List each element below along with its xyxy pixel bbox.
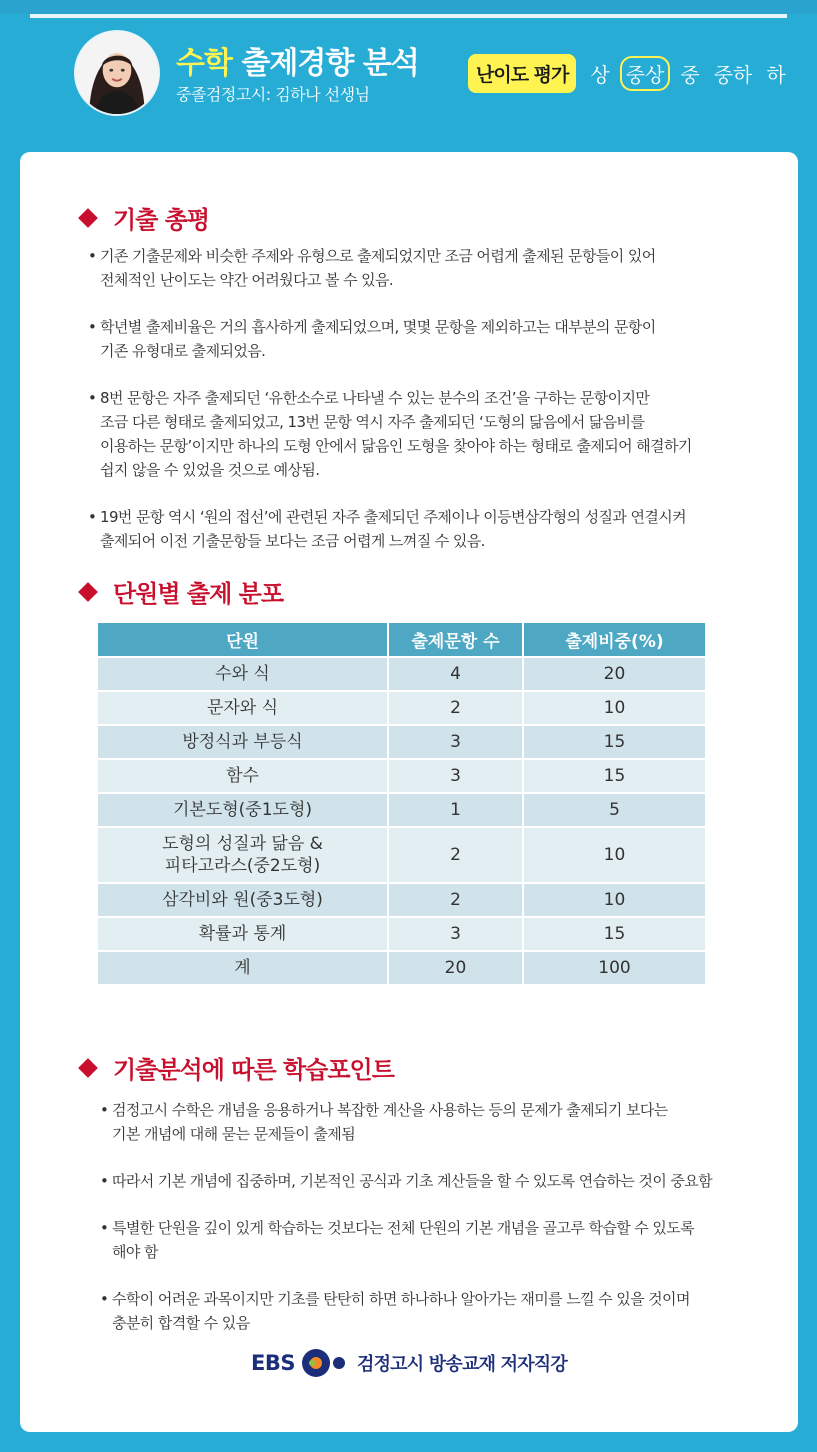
cell-unit: 방정식과 부등식 <box>98 725 388 759</box>
table-row <box>98 917 705 951</box>
content-card <box>20 152 798 1432</box>
header <box>0 18 817 138</box>
ebs-logo-icon <box>301 1348 347 1378</box>
cell-ratio: 15 <box>523 725 705 759</box>
column-header-count: 출제문항 수 <box>388 623 523 657</box>
list-item: • 따라서 기본 개념에 집중하며, 기본적인 공식과 기초 계산들을 할 수 있도록 연습하는 것이 중요함 <box>100 1169 780 1193</box>
table-row <box>98 691 705 725</box>
footer <box>20 1348 798 1378</box>
cell-ratio: 100 <box>523 951 705 985</box>
list-item: • 기존 기출문제와 비슷한 주제와 유형으로 출제되었지만 조금 어렵게 출제된 문항들이 있어 전체적인 난이도는 약간 어려웠다고 볼 수 있음. <box>88 244 768 292</box>
table-row <box>98 793 705 827</box>
cell-unit: 확률과 통계 <box>98 917 388 951</box>
section-distribution-title: 단원별 출제 분포 <box>113 580 283 608</box>
cell-ratio: 10 <box>523 691 705 725</box>
difficulty-level-low: 하 <box>766 62 786 87</box>
study-points-list <box>100 1098 780 1358</box>
section-study-points-heading <box>78 1050 394 1085</box>
cell-ratio: 15 <box>523 759 705 793</box>
list-item: • 19번 문항 역시 ‘원의 접선’에 관련된 자주 출제되던 주제이나 이등변삼각형의 성질과 연결시켜 출제되어 이전 기출문항들 보다는 조금 어렵게 느껴질 수 있음. <box>88 505 768 553</box>
cell-ratio: 15 <box>523 917 705 951</box>
list-item: • 수학이 어려운 과목이지만 기초를 탄탄히 하면 하나하나 알아가는 재미를 느낄 수 있을 것이며 충분히 합격할 수 있음 <box>100 1287 780 1335</box>
cell-count: 3 <box>388 759 523 793</box>
table-header-row <box>98 623 705 657</box>
table-row-total <box>98 951 705 985</box>
cell-unit: 도형의 성질과 닮음 & 피타고라스(중2도형) <box>98 827 388 883</box>
column-header-unit: 단원 <box>98 623 388 657</box>
column-header-ratio: 출제비중(%) <box>523 623 705 657</box>
distribution-table <box>98 623 705 986</box>
section-distribution-heading <box>78 574 283 609</box>
list-item: • 검정고시 수학은 개념을 응용하거나 복잡한 계산을 사용하는 등의 문제가 출제되기 보다는 기본 개념에 대해 묻는 문제들이 출제됨 <box>100 1098 780 1146</box>
cell-count: 2 <box>388 691 523 725</box>
cell-unit: 삼각비와 원(중3도형) <box>98 883 388 917</box>
cell-ratio: 10 <box>523 827 705 883</box>
footer-text: 검정고시 방송교재 저자직강 <box>356 1354 567 1375</box>
cell-count: 2 <box>388 827 523 883</box>
title-rest: 출제경향 분석 <box>231 46 419 81</box>
difficulty-level-high: 상 <box>590 62 610 87</box>
cell-count: 3 <box>388 725 523 759</box>
table-row <box>98 657 705 691</box>
section-summary-title: 기출 총평 <box>113 206 210 234</box>
cell-unit: 문자와 식 <box>98 691 388 725</box>
table-row <box>98 759 705 793</box>
table-row <box>98 827 705 883</box>
cell-ratio: 20 <box>523 657 705 691</box>
diamond-icon <box>78 582 98 602</box>
page-subtitle: 중졸검정고시: 김하나 선생님 <box>176 85 370 104</box>
cell-count: 20 <box>388 951 523 985</box>
difficulty-level-mid: 중 <box>680 62 700 87</box>
ebs-brand: EBS <box>251 1351 295 1375</box>
cell-unit: 수와 식 <box>98 657 388 691</box>
cell-count: 2 <box>388 883 523 917</box>
diamond-icon <box>78 208 98 228</box>
difficulty-label: 난이도 평가 <box>468 54 576 93</box>
title-subject: 수학 <box>176 46 232 81</box>
table-row <box>98 725 705 759</box>
section-summary-heading <box>78 200 209 235</box>
cell-unit: 함수 <box>98 759 388 793</box>
page-title <box>176 38 419 82</box>
cell-unit: 계 <box>98 951 388 985</box>
summary-list <box>88 244 768 576</box>
cell-ratio: 10 <box>523 883 705 917</box>
difficulty-level-lower-mid: 중하 <box>713 62 753 87</box>
cell-count: 4 <box>388 657 523 691</box>
cell-count: 3 <box>388 917 523 951</box>
difficulty-rating <box>468 54 800 92</box>
cell-unit: 기본도형(중1도형) <box>98 793 388 827</box>
teacher-portrait-icon <box>76 32 158 114</box>
diamond-icon <box>78 1058 98 1078</box>
list-item: • 8번 문항은 자주 출제되던 ‘유한소수로 나타낼 수 있는 분수의 조건’을 구하는 문항이지만 조금 다른 형태로 출제되었고, 13번 문항 역시 자주 출제되던 ‘도형의 닮음에서 닮음비를 이용하는 문항’이지만 하나의 도형 안에서 닮음인 도형을 찾아야 하는 형태로 출제되어 해결하기 쉽지 않을 수 있었을 것으로 예상됨. <box>88 386 768 482</box>
cell-ratio: 5 <box>523 793 705 827</box>
section-study-points-title: 기출분석에 따른 학습포인트 <box>113 1056 394 1084</box>
list-item: • 특별한 단원을 깊이 있게 학습하는 것보다는 전체 단원의 기본 개념을 골고루 학습할 수 있도록 해야 함 <box>100 1216 780 1264</box>
teacher-avatar <box>74 30 160 116</box>
cell-count: 1 <box>388 793 523 827</box>
top-bar <box>0 0 817 14</box>
list-item: • 학년별 출제비율은 거의 흡사하게 출제되었으며, 몇몇 문항을 제외하고는 대부분의 문항이 기존 유형대로 출제되었음. <box>88 315 768 363</box>
difficulty-level-upper-mid: 중상 <box>620 56 671 91</box>
table-row <box>98 883 705 917</box>
